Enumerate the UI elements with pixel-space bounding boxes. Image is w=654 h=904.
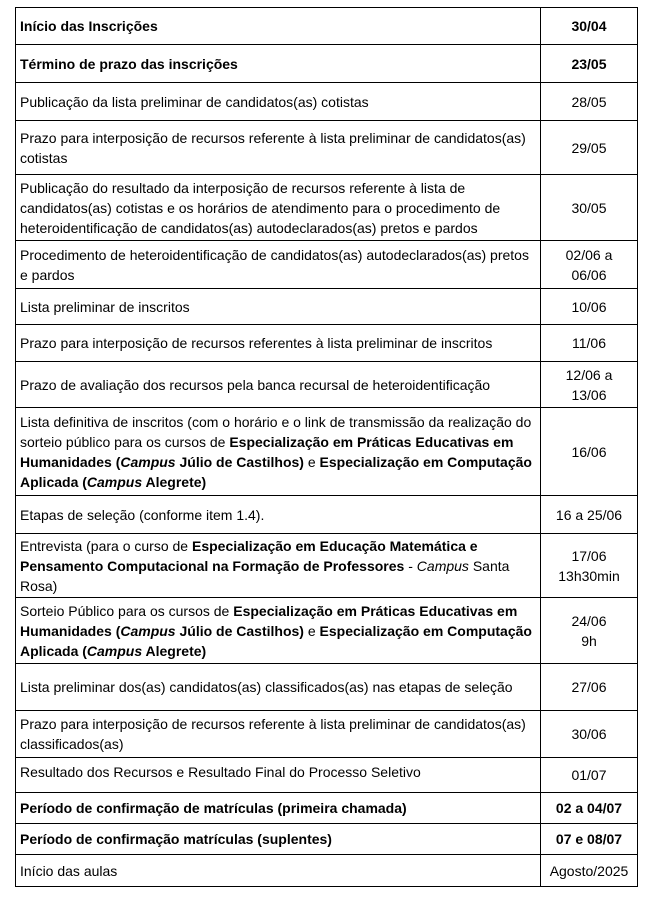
date-line: 24/06 bbox=[571, 612, 607, 629]
date-cell: 27/06 bbox=[541, 664, 638, 711]
event-cell bbox=[16, 598, 541, 664]
date-line: 06/06 bbox=[571, 266, 607, 283]
campus-label: Campus bbox=[120, 453, 176, 470]
table-row bbox=[16, 83, 638, 121]
campus-label: Campus bbox=[416, 557, 469, 574]
table-row bbox=[16, 855, 638, 887]
course-name: Especialização em Computação Aplicada ( bbox=[20, 622, 532, 659]
event-cell: Prazo para interposição de recursos referente à lista preliminar de candidatos(as) classificados(as) bbox=[16, 711, 541, 758]
date-line: 02/06 a bbox=[565, 246, 613, 263]
date-cell: 10/06 bbox=[541, 289, 638, 325]
event-text: - bbox=[404, 557, 417, 574]
campus-label: Campus bbox=[86, 642, 143, 659]
date-cell: 11/06 bbox=[541, 325, 638, 362]
date-cell: 07 e 08/07 bbox=[541, 824, 638, 855]
event-cell: Publicação da lista preliminar de candidatos(as) cotistas bbox=[16, 83, 541, 121]
date-cell bbox=[541, 241, 638, 289]
date-line: 13h30min bbox=[558, 567, 620, 584]
date-cell bbox=[541, 362, 638, 408]
event-text: Santa Rosa) bbox=[20, 557, 510, 594]
table-row bbox=[16, 121, 638, 175]
event-cell: Prazo para interposição de recursos referentes à lista preliminar de inscritos bbox=[16, 325, 541, 362]
schedule-table bbox=[15, 7, 638, 887]
date-cell bbox=[541, 534, 638, 598]
event-text: Lista definitiva de inscritos (com o horário e o link de transmissão da realização do sorteio público para os cursos de bbox=[20, 413, 532, 450]
event-cell bbox=[16, 534, 541, 598]
course-name: Especialização em Práticas Educativas em Humanidades ( bbox=[20, 433, 514, 470]
date-cell: 16/06 bbox=[541, 408, 638, 496]
date-line: 9h bbox=[581, 632, 597, 649]
date-cell: 16 a 25/06 bbox=[541, 496, 638, 534]
campus-label: Campus bbox=[86, 473, 143, 490]
table-row bbox=[16, 175, 638, 241]
table-row bbox=[16, 408, 638, 496]
date-line: 17/06 bbox=[571, 547, 607, 564]
campus-name: Alegrete) bbox=[142, 473, 207, 490]
event-cell: Prazo para interposição de recursos referente à lista preliminar de candidatos(as) cotistas bbox=[16, 121, 541, 175]
date-cell: 30/06 bbox=[541, 711, 638, 758]
date-cell: Agosto/2025 bbox=[541, 855, 638, 887]
table-row bbox=[16, 8, 638, 45]
event-cell: Término de prazo das inscrições bbox=[16, 45, 541, 83]
event-cell: Lista preliminar dos(as) candidatos(as) classificados(as) nas etapas de seleção bbox=[16, 664, 541, 711]
table-row bbox=[16, 362, 638, 408]
event-text: e bbox=[303, 453, 320, 470]
table-row bbox=[16, 241, 638, 289]
date-line: 13/06 bbox=[571, 386, 607, 403]
event-text: Sorteio Público para os cursos de bbox=[20, 602, 234, 619]
table-row bbox=[16, 793, 638, 824]
campus-name: Júlio de Castilhos) bbox=[175, 453, 304, 470]
course-name: Especialização em Educação Matemática e Pensamento Computacional na Formação de Professores bbox=[20, 537, 478, 574]
table-row bbox=[16, 711, 638, 758]
table-row bbox=[16, 496, 638, 534]
date-cell: 30/04 bbox=[541, 8, 638, 45]
event-cell: Prazo de avaliação dos recursos pela banca recursal de heteroidentificação bbox=[16, 362, 541, 408]
date-cell bbox=[541, 598, 638, 664]
event-cell bbox=[16, 408, 541, 496]
date-cell: 30/05 bbox=[541, 175, 638, 241]
date-cell: 23/05 bbox=[541, 45, 638, 83]
date-cell: 29/05 bbox=[541, 121, 638, 175]
campus-label: Campus bbox=[120, 622, 176, 639]
event-cell: Início das aulas bbox=[16, 855, 541, 887]
event-cell: Resultado dos Recursos e Resultado Final do Processo Seletivo bbox=[16, 758, 541, 793]
date-line: 12/06 a bbox=[565, 366, 613, 383]
event-cell: Lista preliminar de inscritos bbox=[16, 289, 541, 325]
event-cell: Período de confirmação matrículas (suplentes) bbox=[16, 824, 541, 855]
table-row bbox=[16, 289, 638, 325]
date-cell: 01/07 bbox=[541, 758, 638, 793]
table-row bbox=[16, 824, 638, 855]
event-cell: Período de confirmação de matrículas (primeira chamada) bbox=[16, 793, 541, 824]
table-row bbox=[16, 598, 638, 664]
event-cell: Publicação do resultado da interposição de recursos referente à lista de candidatos(as) cotistas e os horários de atendimento para o procedimento de heteroidentificação de candidatos(as) autodeclarados(as) pretos e pardos bbox=[16, 175, 541, 241]
date-cell: 02 a 04/07 bbox=[541, 793, 638, 824]
date-cell: 28/05 bbox=[541, 83, 638, 121]
campus-name: Alegrete) bbox=[142, 642, 207, 659]
campus-name: Júlio de Castilhos) bbox=[175, 622, 304, 639]
table-row bbox=[16, 45, 638, 83]
table-row bbox=[16, 325, 638, 362]
table-row bbox=[16, 758, 638, 793]
event-cell: Início das Inscrições bbox=[16, 8, 541, 45]
event-cell: Procedimento de heteroidentificação de candidatos(as) autodeclarados(as) pretos e pardos bbox=[16, 241, 541, 289]
event-cell: Etapas de seleção (conforme item 1.4). bbox=[16, 496, 541, 534]
course-name: Especialização em Práticas Educativas em Humanidades ( bbox=[20, 602, 518, 639]
event-text: e bbox=[303, 622, 320, 639]
course-name: Especialização em Computação Aplicada ( bbox=[20, 453, 532, 490]
table-row bbox=[16, 534, 638, 598]
event-text: Entrevista (para o curso de bbox=[20, 537, 192, 554]
table-row bbox=[16, 664, 638, 711]
